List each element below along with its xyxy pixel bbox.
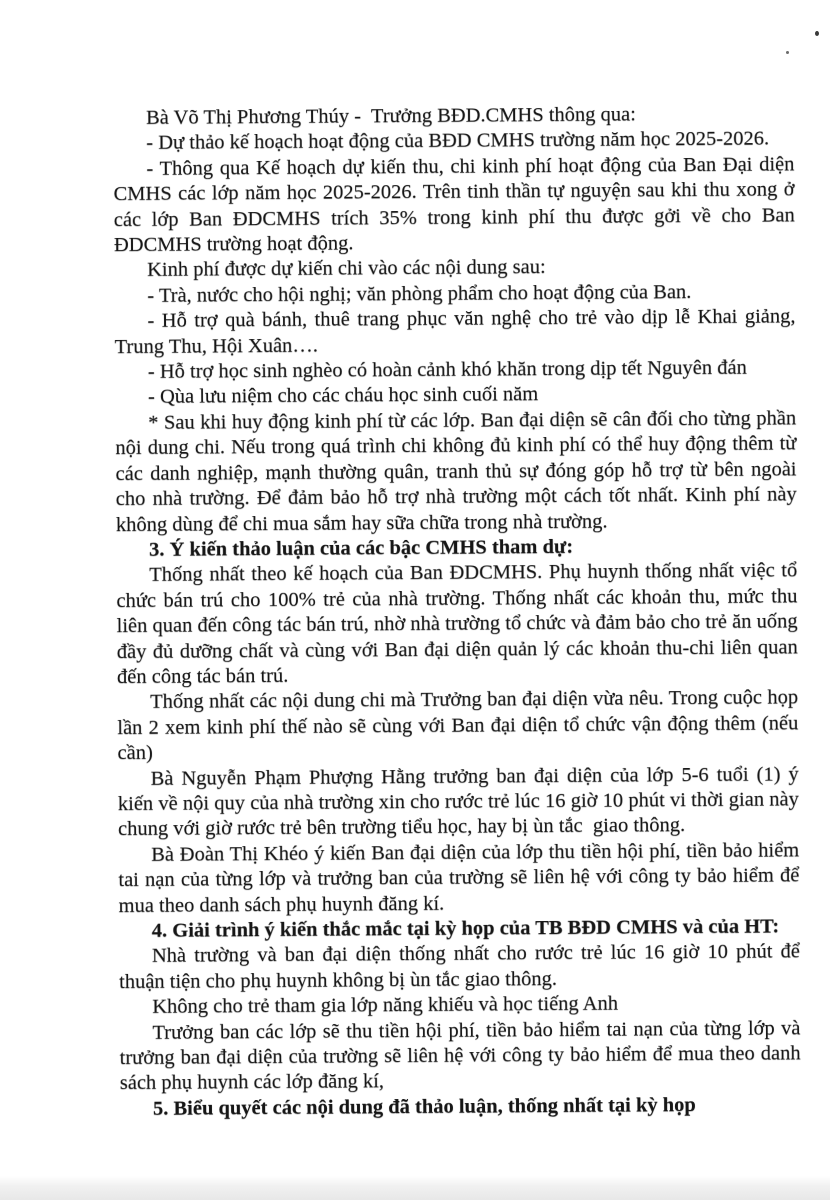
paragraph: Nhà trường và ban đại diện thống nhất cho rước trẻ lúc 16 giờ 10 phút để thuận tiện cho phụ huynh không bị ùn tắc giao thông. xyxy=(119,940,800,993)
paragraph: Thống nhất theo kế hoạch của Ban ĐDCMHS. Phụ huynh thống nhất việc tổ chức bán trú cho 100% trẻ của nhà trường. Thống nhất các khoản thu, mức thu liên quan đến công tác bán trú, nhờ nhà trường tổ chức và đảm bảo cho trẻ ăn uống đầy đủ dưỡng chất và cùng với Ban đại diện quản lý các khoản thu-chi liên quan đến công tác bán trú. xyxy=(116,559,798,688)
paragraph: - Dự thảo kế hoạch hoạt động của BĐD CMHS trường năm học 2025-2026. xyxy=(146,127,770,155)
section-heading: 3. Ý kiến thảo luận của các bậc CMHS tham dự: xyxy=(149,535,574,561)
document-text-block xyxy=(113,101,801,1122)
section-heading: 5. Biểu quyết các nội dung đã thảo luận, thống nhất tại kỳ họp xyxy=(152,1093,696,1120)
scan-speck xyxy=(786,51,789,54)
paragraph: Bà Đoàn Thị Khéo ý kiến Ban đại diện của lớp thu tiền hội phí, tiền bảo hiểm tai nạn của từng lớp và trưởng ban của trường sẽ liên hệ với công ty bảo hiểm để mua theo danh sách phụ huynh đăng kí. xyxy=(118,839,800,917)
section-heading: 4. Giải trình ý kiến thắc mắc tại kỳ họp của TB BĐD CMHS và của HT: xyxy=(151,915,780,942)
paragraph: - Hỗ trợ học sinh nghèo có hoàn cảnh khó khăn trong dịp tết Nguyên đán xyxy=(147,356,747,383)
paragraph: Thống nhất các nội dung chi mà Trưởng ban đại diện vừa nêu. Trong cuộc họp lần 2 xem kinh phí thế nào sẽ cùng với Ban đại diện tổ chức vận động thêm (nếu cần) xyxy=(117,686,799,765)
paragraph: Kinh phí được dự kiến chi vào các nội dung sau: xyxy=(147,256,546,282)
paragraph: - Hỗ trợ quà bánh, thuê trang phục văn nghệ cho trẻ vào dịp lễ Khai giảng, Trung Thu, Hội Xuân…. xyxy=(114,305,796,358)
scan-edge-shadow xyxy=(0,1176,830,1200)
paragraph: - Thông qua Kế hoạch dự kiến thu, chi kinh phí hoạt động của Ban Đại diện CMHS các lớp năm học 2025-2026. Trên tinh thần tự nguyện sau khi thu xong ở các lớp Ban ĐDCMHS trích 35% trong kinh phí thu được gởi về cho Ban ĐDCMHS trường hoạt động. xyxy=(113,153,795,257)
paragraph: Bà Võ Thị Phương Thúy - Trưởng BĐD.CMHS thông qua: xyxy=(146,103,637,129)
paragraph: Không cho trẻ tham gia lớp năng khiếu và học tiếng Anh xyxy=(152,992,619,1018)
paragraph: Bà Nguyễn Phạm Phượng Hằng trưởng ban đại diện của lớp 5-6 tuổi (1) ý kiến về nội quy của nhà trường xin cho rước trẻ lúc 16 giờ 10 phút vi thời gian này chung với giờ rước trẻ bên trường tiểu học, hay bị ùn tắc giao thông. xyxy=(117,762,799,841)
paragraph: Trưởng ban các lớp sẽ thu tiền hội phí, tiền bảo hiểm tai nạn của từng lớp và trưởng ban đại diện của trường sẽ liên hệ với công ty bảo hiểm để mua theo danh sách phụ huynh các lớp đăng kí, xyxy=(119,1016,801,1095)
paragraph: - Qùa lưu niệm cho các cháu học sinh cuối năm xyxy=(147,383,539,409)
paragraph: - Trà, nước cho hội nghị; văn phòng phẩm cho hoạt động của Ban. xyxy=(147,280,692,307)
paragraph: * Sau khi huy động kinh phí từ các lớp. Ban đại diện sẽ cân đối cho từng phần nội dung chi. Nếu trong quá trình chi không đủ kinh phí có thể huy động thêm từ các danh nghiệp, mạnh thường quân, tranh thủ sự đóng góp hỗ trợ từ bên ngoài cho nhà trường. Để đảm bảo hỗ trợ nhà trường một cách tốt nhất. Kinh phí này không dùng để chi mua sắm hay sữa chữa trong nhà trường. xyxy=(115,407,797,536)
scan-speck xyxy=(815,31,819,36)
